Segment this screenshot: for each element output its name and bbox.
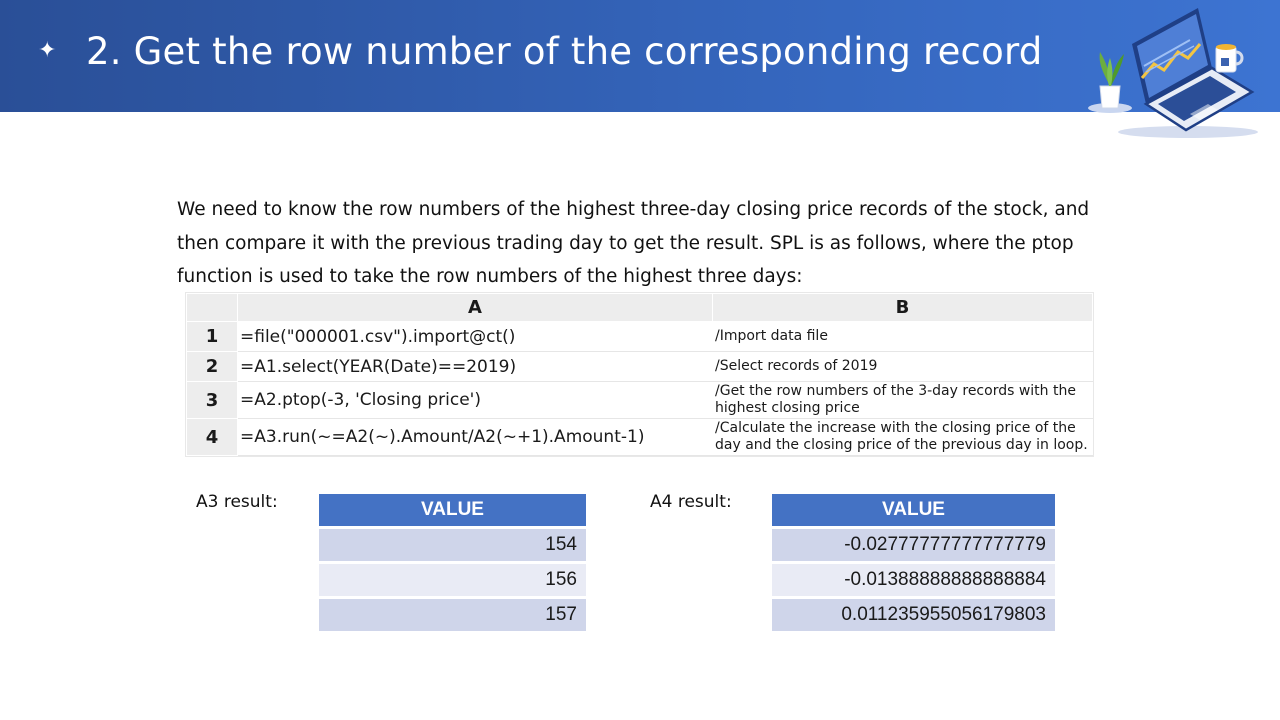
result-header-row (319, 494, 586, 526)
spl-header-row (187, 294, 1093, 322)
result-header-row (772, 494, 1055, 526)
table-row (772, 529, 1055, 561)
result-value: 154 (319, 529, 586, 561)
row-number[interactable]: 3 (187, 382, 238, 419)
table-row (772, 599, 1055, 631)
comment-cell[interactable]: /Select records of 2019 (713, 352, 1093, 382)
column-header-a[interactable]: A (238, 294, 713, 322)
comment-cell[interactable]: /Import data file (713, 322, 1093, 352)
code-cell[interactable]: =A3.run(~=A2(~).Amount/A2(~+1).Amount-1) (238, 419, 713, 456)
spl-row (187, 419, 1093, 456)
comment-cell[interactable]: /Get the row numbers of the 3-day records with the highest closing price (713, 382, 1093, 419)
intro-line: function is used to take the row numbers of the highest three days: (177, 266, 803, 287)
laptop-illustration (1080, 4, 1265, 144)
page-title: 2. Get the row number of the corresponding record (86, 30, 1043, 73)
a4-result-label: A4 result: (650, 492, 732, 512)
spl-row (187, 382, 1093, 419)
spl-grid (186, 293, 1093, 456)
intro-paragraph (177, 193, 1097, 294)
table-row (772, 564, 1055, 596)
result-value: -0.02777777777777779 (772, 529, 1055, 561)
value-column-header: VALUE (319, 494, 586, 526)
spl-row (187, 322, 1093, 352)
result-value: 157 (319, 599, 586, 631)
code-cell[interactable]: =A1.select(YEAR(Date)==2019) (238, 352, 713, 382)
coffee-cup-icon (1216, 44, 1242, 72)
row-number[interactable]: 1 (187, 322, 238, 352)
column-header-b[interactable]: B (713, 294, 1093, 322)
result-value: 0.011235955056179803 (772, 599, 1055, 631)
code-cell[interactable]: =file("000001.csv").import@ct() (238, 322, 713, 352)
value-column-header: VALUE (772, 494, 1055, 526)
a3-result-table (319, 491, 586, 634)
row-number[interactable]: 2 (187, 352, 238, 382)
corner-cell[interactable] (187, 294, 238, 322)
code-cell[interactable]: =A2.ptop(-3, 'Closing price') (238, 382, 713, 419)
table-row (319, 529, 586, 561)
result-value: -0.01388888888888884 (772, 564, 1055, 596)
plant-icon (1088, 52, 1132, 113)
comment-cell[interactable]: /Calculate the increase with the closing price of the day and the closing price of the previous day in loop. (713, 419, 1093, 456)
row-number[interactable]: 4 (187, 419, 238, 456)
intro-line: then compare it with the previous trading day to get the result. SPL is as follows, where the ptop (177, 232, 1074, 254)
table-row (319, 564, 586, 596)
spl-row (187, 352, 1093, 382)
table-row (319, 599, 586, 631)
a3-result-label: A3 result: (196, 492, 278, 512)
sparkle-icon: ✦ (38, 38, 57, 63)
result-value: 156 (319, 564, 586, 596)
a4-result-table (772, 491, 1055, 634)
intro-line: We need to know the row numbers of the highest three-day closing price records of the stock, and (177, 199, 1090, 220)
